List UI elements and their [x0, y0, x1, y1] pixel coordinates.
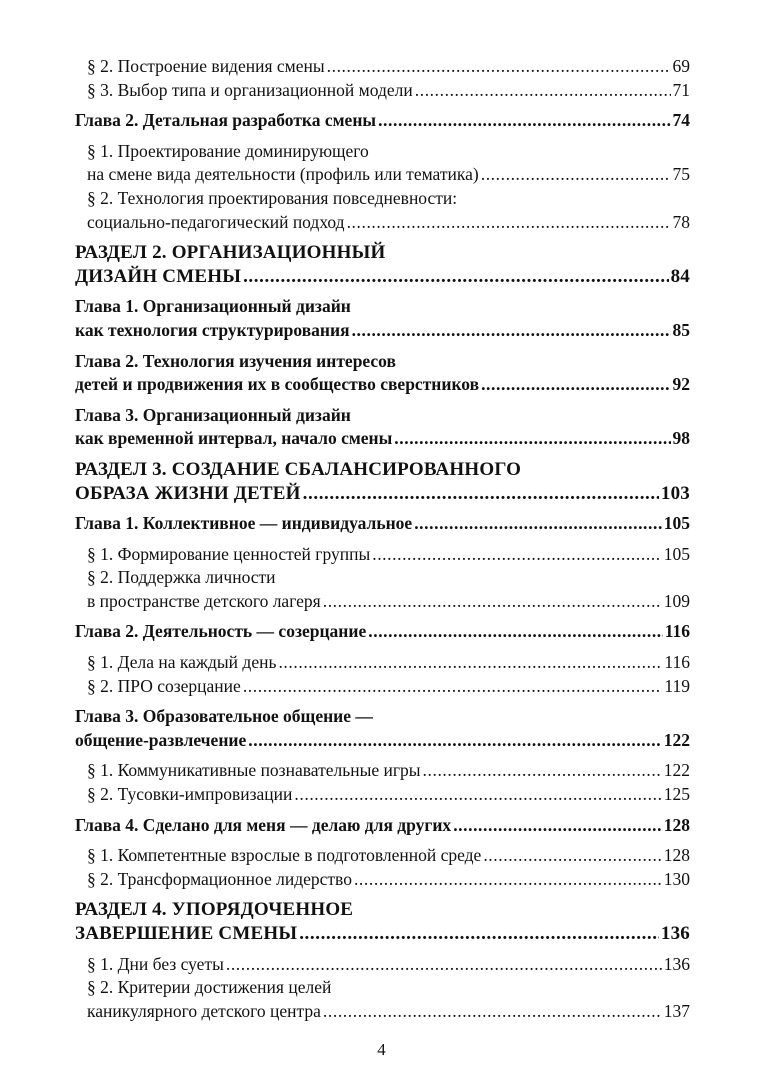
dot-leader — [414, 512, 662, 536]
toc-line — [75, 620, 690, 644]
toc-entry — [75, 140, 690, 187]
dot-leader — [481, 373, 670, 397]
toc-page-number: 125 — [663, 784, 690, 805]
toc-line — [75, 55, 690, 79]
toc-entry — [75, 187, 690, 234]
toc-entry-title: Глава 2. Детальная разработка смены — [75, 110, 377, 131]
toc-line — [75, 953, 690, 977]
toc-entry-title: как технология структурирования — [75, 319, 350, 340]
toc-entry — [75, 868, 690, 892]
toc-line — [75, 241, 690, 265]
toc-page-number: 128 — [663, 845, 690, 866]
toc-entry-title: каникулярного детского центра — [87, 1000, 321, 1021]
toc-entry — [75, 295, 690, 342]
toc-entry-title: § 2. Построение видения смены — [87, 56, 325, 76]
dot-leader — [243, 265, 669, 289]
toc-line — [75, 729, 690, 753]
table-of-contents — [75, 55, 690, 1023]
toc-entry — [75, 512, 690, 536]
toc-entry-title: § 1. Дни без суеты — [87, 953, 224, 974]
toc-line — [75, 319, 690, 343]
toc-entry — [75, 898, 690, 945]
toc-entry-title: Глава 1. Коллективное — индивидуальное — [75, 513, 413, 534]
toc-line — [75, 427, 690, 451]
toc-page-number: 116 — [664, 652, 690, 673]
dot-leader — [248, 729, 661, 753]
toc-entry-title: РАЗДЕЛ 2. ОРГАНИЗАЦИОННЫЙ — [75, 242, 386, 264]
dot-leader — [303, 482, 659, 506]
toc-line — [75, 868, 690, 892]
toc-line — [75, 844, 690, 868]
toc-entry-title: ЗАВЕРШЕНИЕ СМЕНЫ — [75, 923, 298, 944]
dot-leader — [415, 79, 671, 103]
toc-entry-title: Глава 1. Организационный дизайн — [75, 296, 351, 317]
toc-line — [75, 1000, 690, 1024]
toc-entry — [75, 651, 690, 675]
toc-line — [75, 898, 690, 922]
toc-line — [75, 140, 690, 164]
toc-entry-title: детей и продвижения их в сообщество сверстников — [75, 374, 480, 395]
toc-entry-title: общение-развлечение — [75, 729, 247, 750]
toc-entry-title: Глава 2. Технология изучения интересов — [75, 350, 396, 371]
toc-entry-title: Глава 3. Образовательное общение — — [75, 706, 373, 727]
toc-entry-title: как временной интервал, начало смены — [75, 428, 393, 449]
toc-line — [75, 512, 690, 536]
toc-line — [75, 814, 690, 838]
toc-entry-title: РАЗДЕЛ 4. УПОРЯДОЧЕННОЕ — [75, 899, 354, 921]
toc-page-number: 119 — [664, 675, 690, 696]
toc-line — [75, 458, 690, 482]
toc-entry — [75, 976, 690, 1023]
dot-leader — [347, 211, 671, 235]
toc-entry-title: в пространстве детского лагеря — [87, 590, 321, 611]
toc-entry-title: § 3. Выбор типа и организационной модели — [87, 79, 413, 100]
toc-page-number: 109 — [663, 590, 690, 611]
toc-entry-title: на смене вида деятельности (профиль или тематика) — [87, 164, 479, 185]
toc-entry-title: ОБРАЗА ЖИЗНИ ДЕТЕЙ — [75, 482, 301, 504]
toc-page-number: 136 — [663, 953, 690, 974]
toc-entry-title: § 2. Трансформационное лидерство — [87, 868, 352, 889]
toc-entry — [75, 350, 690, 397]
toc-line — [75, 566, 690, 590]
toc-entry — [75, 705, 690, 752]
toc-entry-title: Глава 3. Организационный дизайн — [75, 404, 351, 425]
toc-page-number: 75 — [672, 164, 690, 185]
dot-leader — [226, 953, 662, 977]
dot-leader — [354, 868, 662, 892]
toc-entry-title: Глава 2. Деятельность — созерцание — [75, 621, 367, 642]
dot-leader — [323, 1000, 662, 1024]
toc-line — [75, 350, 690, 374]
toc-line — [75, 187, 690, 211]
toc-entry-title: § 1. Компетентные взрослые в подготовленной среде — [87, 845, 482, 866]
toc-page-number: 122 — [663, 729, 690, 750]
toc-entry-title: РАЗДЕЛ 3. СОЗДАНИЕ СБАЛАНСИРОВАННОГО — [75, 458, 522, 480]
toc-entry-title: § 2. Тусовки-импровизации — [87, 784, 293, 805]
toc-page-number: 105 — [663, 543, 690, 564]
toc-page-number: 128 — [663, 814, 690, 835]
toc-line — [75, 482, 690, 506]
dot-leader — [372, 543, 662, 567]
toc-entry — [75, 620, 690, 644]
toc-page-number: 85 — [672, 319, 690, 340]
toc-entry — [75, 404, 690, 451]
toc-page-number: 136 — [660, 923, 690, 944]
toc-line — [75, 783, 690, 807]
toc-line — [75, 976, 690, 1000]
toc-page-number: 103 — [660, 482, 690, 504]
toc-line — [75, 543, 690, 567]
toc-entry-title: Глава 4. Сделано для меня — делаю для других — [75, 814, 452, 835]
toc-page-number: 71 — [672, 79, 690, 100]
toc-entry — [75, 109, 690, 133]
toc-entry-title: § 1. Формирование ценностей группы — [87, 543, 371, 564]
toc-page-number: 74 — [672, 110, 690, 131]
toc-page-number: 78 — [672, 211, 690, 232]
dot-leader — [278, 651, 662, 675]
toc-entry — [75, 759, 690, 783]
toc-entry — [75, 675, 690, 699]
toc-line — [75, 373, 690, 397]
toc-entry-title: § 2. ПРО созерцание — [87, 675, 241, 696]
toc-page-number: 130 — [663, 868, 690, 889]
toc-page-number: 122 — [663, 760, 690, 781]
dot-leader — [368, 620, 662, 644]
toc-page-number: 98 — [672, 428, 690, 449]
dot-leader — [394, 427, 670, 451]
toc-page-number: 116 — [664, 621, 690, 642]
toc-entry — [75, 241, 690, 288]
dot-leader — [481, 163, 671, 187]
dot-leader — [483, 844, 661, 868]
toc-line — [75, 295, 690, 319]
dot-leader — [378, 109, 670, 133]
toc-line — [75, 79, 690, 103]
toc-line — [75, 163, 690, 187]
dot-leader — [243, 675, 663, 699]
toc-line — [75, 265, 690, 289]
dot-leader — [352, 319, 671, 343]
toc-entry-title: § 2. Критерии достижения целей — [87, 977, 332, 998]
toc-line — [75, 590, 690, 614]
toc-entry — [75, 844, 690, 868]
toc-entry — [75, 566, 690, 613]
toc-entry-title: § 1. Дела на каждый день — [87, 652, 277, 673]
toc-line — [75, 705, 690, 729]
dot-leader — [294, 783, 661, 807]
toc-entry-title: ДИЗАЙН СМЕНЫ — [75, 265, 242, 287]
toc-entry — [75, 953, 690, 977]
toc-entry-title: § 2. Поддержка личности — [87, 567, 276, 588]
toc-entry-title: социально-педагогический подход — [87, 211, 345, 232]
toc-line — [75, 109, 690, 133]
toc-entry — [75, 783, 690, 807]
toc-line — [75, 759, 690, 783]
toc-page-number: 137 — [663, 1000, 690, 1021]
toc-line — [75, 675, 690, 699]
toc-page-number: 69 — [672, 56, 690, 76]
dot-leader — [423, 759, 662, 783]
toc-entry — [75, 55, 690, 79]
toc-line — [75, 651, 690, 675]
toc-entry-title: § 2. Технология проектирования повседневности: — [87, 187, 458, 208]
toc-page-number: 84 — [670, 265, 690, 287]
toc-entry — [75, 814, 690, 838]
toc-entry — [75, 543, 690, 567]
toc-line — [75, 211, 690, 235]
dot-leader — [453, 814, 662, 838]
toc-page-number: 92 — [672, 374, 690, 395]
toc-entry — [75, 79, 690, 103]
dot-leader — [299, 922, 659, 946]
dot-leader — [323, 590, 662, 614]
toc-entry-title: § 1. Коммуникативные познавательные игры — [87, 760, 421, 781]
toc-page-number: 105 — [663, 513, 690, 534]
page-number: 4 — [377, 1040, 386, 1059]
toc-entry-title: § 1. Проектирование доминирующего — [87, 140, 369, 161]
toc-line — [75, 404, 690, 428]
toc-line — [75, 922, 690, 946]
dot-leader — [327, 55, 671, 79]
toc-entry — [75, 458, 690, 505]
